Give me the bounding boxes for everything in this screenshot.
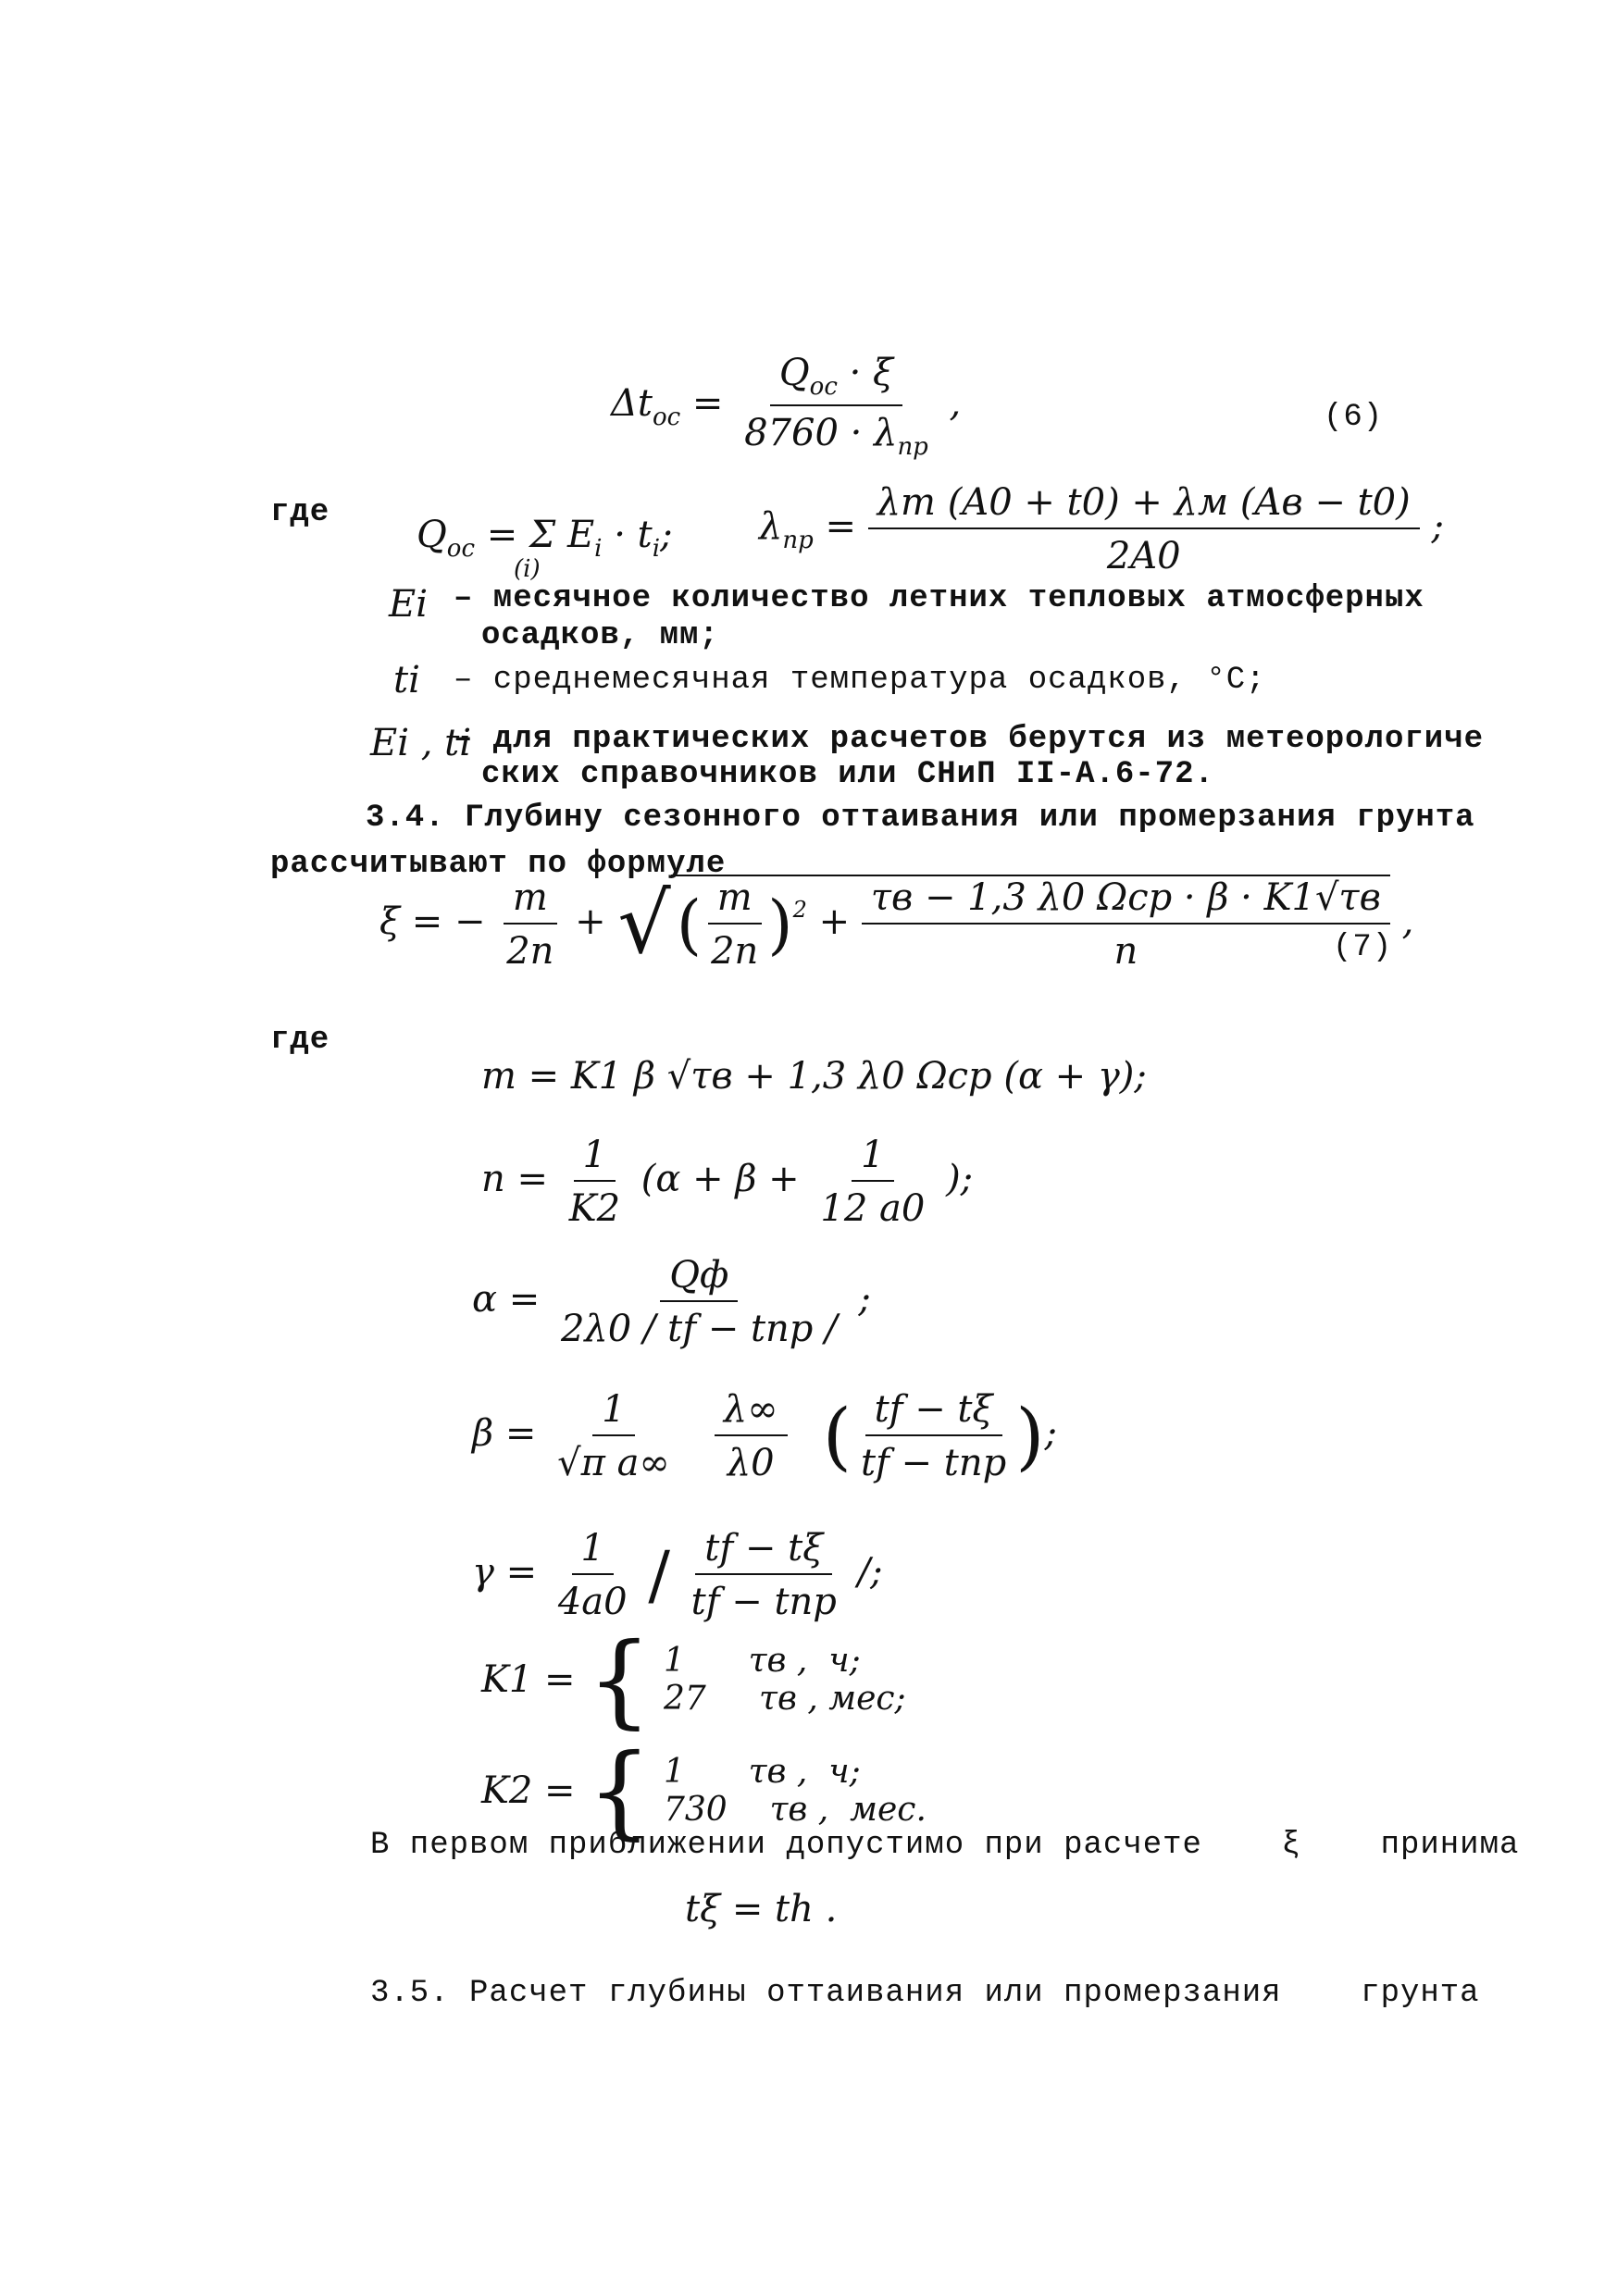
symbol-ti: ti [393, 659, 420, 701]
m-definition: m = K1 β √τв + 1,3 λ0 Ωср (α + γ); [481, 1055, 1147, 1098]
eq7-number: (7) [1333, 930, 1393, 965]
paragraph-3-4-line2: рассчитывают по формуле [270, 847, 727, 882]
item-ti-line1: – среднемесячная температура осадков, °С; [454, 663, 1266, 698]
n-definition: n = $\frac{1}{K2}$ (α + β + $\frac{1}{12 a0}$ ); [481, 1134, 974, 1230]
item-Ei-ti-line2: ских справочников или СНиП II-А.6-72. [481, 757, 1214, 792]
paragraph-3-5: 3.5. Расчет глубины оттаивания или промерзания грунта [370, 1976, 1480, 2011]
lambda-pr-definition: $\lambda_{пр}$ = $\frac{\lambda т (A0 + t0) + \lambda м (Aв - t0)}{2A0}$ ; [759, 481, 1444, 577]
beta-definition: β = $\frac{1}{\text{√π a∞}}$ $\frac{\lambda\infty}{\lambda 0}$ ( $\frac{tf - t\xi}{\text{tf − tпр}}$ ); [472, 1388, 1057, 1484]
lambda-pr-fraction: $\frac{\lambda т (A0 + t0) + \lambda м (Aв - t0)}{2A0}$ [868, 481, 1420, 577]
alpha-definition: α = $\frac{Qф}{\text{2λ0 / tf − tпр /}}$ ; [472, 1254, 871, 1350]
item-Ei-line1: – месячное количество летних тепловых атмосферных [454, 581, 1424, 616]
k2-definition: K2 = { 1 τв , ч; 730 τв , мес. [481, 1731, 927, 1850]
symbol-Ei-ti: Ei , ti [370, 722, 472, 764]
equation-6: $\Delta t_{ос}$ = $\frac{Q_{ос} \cdot \xi}{8760 \cdot \lambda_{пр}}$ , [611, 352, 962, 461]
gamma-definition: γ = $\frac{1}{4a0}$ / $\frac{tf - t\xi}{\text{tf − tпр}}$ /; [472, 1527, 883, 1623]
eq6-fraction: $\frac{Q_{ос} \cdot \xi}{8760 \cdot \lambda_{пр}}$ [744, 352, 928, 461]
item-Ei-ti-line1: – для практических расчетов берутся из метеорологиче [454, 722, 1484, 757]
sum-index: (i) [514, 555, 541, 583]
eq6-number: (6) [1324, 400, 1384, 435]
approximation-line: В первом приближении допустимо при расчете ξ принима [370, 1828, 1520, 1863]
q-oc-definition: $Q_{ос} = \Sigma$ $E_i \cdot t_i$; [417, 514, 673, 563]
approximation-equation: tξ = th . [685, 1888, 838, 1930]
item-Ei-line2: осадков, мм; [481, 618, 719, 653]
paragraph-3-4-line1: 3.4. Глубину сезонного оттаивания или промерзания грунта [366, 800, 1475, 836]
symbol-Ei: Ei [389, 583, 428, 626]
where-label-2: где [270, 1023, 330, 1058]
equation-7: ξ = − $\frac{m}{2n}$ + √( $\frac{m}{2n}$ )$^2$ + $\frac{\text{τв − 1,3 λ0 Ωср · β · K1√τв}}{n}$ , [379, 875, 1414, 973]
k1-definition: K1 = { 1 τв , ч; 27 τв , мес; [481, 1620, 906, 1739]
eq7-radicand: ( $\frac{m}{2n}$ )$^2$ + $\frac{\text{τв − 1,3 λ0 Ωср · β · K1√τв}}{n}$ [671, 875, 1390, 973]
where-label-1: где [270, 495, 330, 530]
